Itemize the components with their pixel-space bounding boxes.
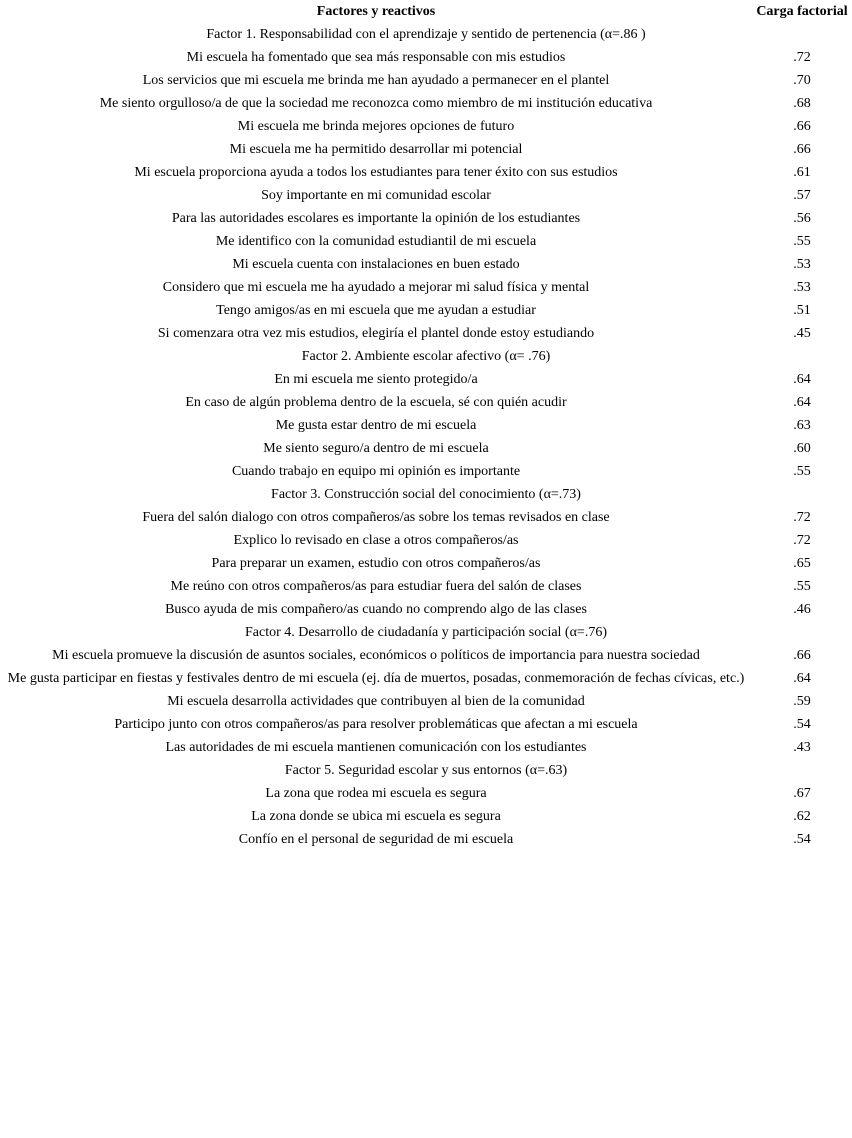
factor-title: Factor 5. Seguridad escolar y sus entornos (α=.63) [284,763,568,778]
item-text: Participo junto con otros compañeros/as para resolver problemáticas que afectan a mi escuela [114,717,638,732]
factor-loading: .65 [793,556,811,571]
table-row [0,414,852,437]
item-text: Mi escuela promueve la discusión de asuntos sociales, económicos o políticos de importancia para nuestra sociedad [52,648,700,663]
table-row [0,805,852,828]
item-text: Explico lo revisado en clase a otros compañeros/as [233,533,519,548]
table-row [0,529,852,552]
item-text: La zona donde se ubica mi escuela es segura [251,809,501,824]
table-row [0,437,852,460]
factor-loading: .63 [793,418,811,433]
factor-title: Factor 3. Construcción social del conocimiento (α=.73) [271,487,581,502]
table-row [0,667,852,690]
table-row [0,230,852,253]
factor-loading: .53 [793,280,811,295]
factor-loading: .62 [793,809,811,824]
table-row [0,138,852,161]
factor-loading: .70 [793,73,811,88]
item-text: Me identifico con la comunidad estudiantil de mi escuela [215,234,537,249]
item-text: Mi escuela desarrolla actividades que contribuyen al bien de la comunidad [167,694,585,709]
item-text: Fuera del salón dialogo con otros compañeros/as sobre los temas revisados en clase [142,510,610,525]
factor-loading: .54 [793,832,811,847]
item-text: Me gusta estar dentro de mi escuela [275,418,477,433]
table-row [0,322,852,345]
factor-loading: .53 [793,257,811,272]
factor-loading: .55 [793,579,811,594]
factor-loading: .64 [793,671,811,686]
table-row [0,92,852,115]
factor-loading: .59 [793,694,811,709]
table-row [0,598,852,621]
table-row [0,391,852,414]
factor-loading: .55 [793,464,811,479]
factor-loading: .72 [793,50,811,65]
item-text: Los servicios que mi escuela me brinda me han ayudado a permanecer en el plantel [142,73,610,88]
table-row [0,736,852,759]
table-row [0,782,852,805]
item-text: Si comenzara otra vez mis estudios, elegiría el plantel donde estoy estudiando [157,326,595,341]
item-text: En mi escuela me siento protegido/a [274,372,478,387]
factor-title-row [0,483,852,506]
table-row [0,69,852,92]
table-row [0,276,852,299]
item-text: Mi escuela me brinda mejores opciones de futuro [237,119,515,134]
factor-loading: .60 [793,441,811,456]
factor-title-row [0,345,852,368]
factor-loading: .66 [793,119,811,134]
item-text: Cuando trabajo en equipo mi opinión es importante [231,464,521,479]
factor-loading: .57 [793,188,811,203]
table-row [0,460,852,483]
item-text: Me gusta participar en fiestas y festivales dentro de mi escuela (ej. día de muertos, posadas, conmemoración de fechas cívicas, etc.) [7,671,745,686]
item-text: Soy importante en mi comunidad escolar [261,188,491,203]
table-row [0,46,852,69]
item-text: Busco ayuda de mis compañero/as cuando no comprendo algo de las clases [165,602,587,617]
factor-loading: .55 [793,234,811,249]
item-text: Tengo amigos/as en mi escuela que me ayudan a estudiar [216,303,536,318]
factor-title-row [0,23,852,46]
table-body [0,23,852,851]
factor-loading: .66 [793,648,811,663]
item-text: Me siento orgulloso/a de que la sociedad me reconozca como miembro de mi institución educativa [99,96,653,111]
factor-title-row [0,759,852,782]
item-text: Considero que mi escuela me ha ayudado a mejorar mi salud física y mental [162,280,590,295]
table-row [0,552,852,575]
factor-loading: .45 [793,326,811,341]
factor-loading: .66 [793,142,811,157]
factor-title: Factor 4. Desarrollo de ciudadanía y participación social (α=.76) [245,625,607,640]
factor-title: Factor 2. Ambiente escolar afectivo (α= .76) [301,349,551,364]
factor-title-row [0,621,852,644]
factor-loading: .61 [793,165,811,180]
factor-loading: .67 [793,786,811,801]
item-text: Para las autoridades escolares es importante la opinión de los estudiantes [171,211,581,226]
items-column-header: Factores y reactivos [316,4,436,19]
item-text: Confío en el personal de seguridad de mi escuela [238,832,514,847]
item-text: Las autoridades de mi escuela mantienen comunicación con los estudiantes [165,740,587,755]
table-row [0,253,852,276]
table-row [0,299,852,322]
table-row [0,368,852,391]
table-row [0,506,852,529]
factor-loading: .43 [793,740,811,755]
table-row [0,161,852,184]
item-text: Me reúno con otros compañeros/as para estudiar fuera del salón de clases [170,579,582,594]
table-row [0,575,852,598]
factor-loading: .68 [793,96,811,111]
table-header [0,0,852,23]
factor-loading: .46 [793,602,811,617]
factor-loading: .72 [793,533,811,548]
table-row [0,828,852,851]
table-row [0,713,852,736]
factor-loading: .54 [793,717,811,732]
item-text: Mi escuela me ha permitido desarrollar mi potencial [229,142,523,157]
table-row [0,690,852,713]
item-text: La zona que rodea mi escuela es segura [265,786,487,801]
item-text: Mi escuela proporciona ayuda a todos los estudiantes para tener éxito con sus estudios [134,165,618,180]
factor-loading: .64 [793,372,811,387]
factor-loading: .51 [793,303,811,318]
item-text: Mi escuela ha fomentado que sea más responsable con mis estudios [186,50,566,65]
item-text: Mi escuela cuenta con instalaciones en buen estado [232,257,520,272]
item-text: En caso de algún problema dentro de la escuela, sé con quién acudir [185,395,567,410]
loading-column-header: Carga factorial [756,4,848,19]
table-row [0,207,852,230]
factor-loading: .56 [793,211,811,226]
table-row [0,115,852,138]
factor-title: Factor 1. Responsabilidad con el aprendizaje y sentido de pertenencia (α=.86 ) [206,27,646,42]
item-text: Para preparar un examen, estudio con otros compañeros/as [211,556,541,571]
item-text: Me siento seguro/a dentro de mi escuela [263,441,489,456]
table-row [0,184,852,207]
factor-loading: .64 [793,395,811,410]
table-row [0,644,852,667]
factor-loading: .72 [793,510,811,525]
